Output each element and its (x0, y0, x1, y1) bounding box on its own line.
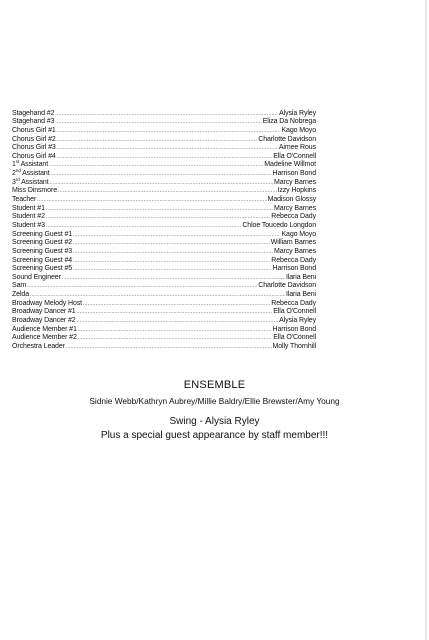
actor-name: Marcy Barnes (274, 178, 316, 186)
cast-row (12, 144, 316, 153)
dot-leader (46, 223, 241, 230)
cast-row (12, 325, 316, 334)
role-name: Broadway Dancer #2 (12, 317, 76, 325)
cast-row (12, 265, 316, 274)
actor-name: Rebecca Dady (271, 299, 316, 307)
dot-leader (73, 249, 273, 256)
dot-leader (57, 154, 273, 161)
cast-row (12, 290, 316, 299)
role-name: Miss Dinsmore (12, 187, 57, 195)
actor-name: Harrison Bond (272, 325, 316, 333)
cast-row (12, 273, 316, 282)
actor-name: Marcy Barnes (274, 247, 316, 255)
role-name: Screening Guest #3 (12, 247, 73, 255)
actor-name: Madeline Willmot (264, 161, 316, 169)
actor-name: Eliza Da Nobrega (262, 118, 316, 126)
role-name (12, 176, 49, 187)
role-title: Assistant (20, 170, 50, 178)
cast-row (12, 204, 316, 213)
role-ordinal-suffix: st (15, 159, 20, 165)
dot-leader (73, 258, 270, 265)
cast-row (12, 169, 316, 178)
cast-row (12, 342, 316, 351)
dot-leader (27, 283, 257, 290)
actor-name: Izzy Hopkins (277, 187, 316, 195)
cast-row (12, 299, 316, 308)
actor-name: Chloe Toucedo Longdon (242, 221, 316, 229)
dot-leader (51, 171, 272, 178)
cast-row (12, 282, 316, 291)
role-name: Screening Guest #5 (12, 265, 73, 273)
actor-name: Marcy Barnes (274, 204, 316, 212)
dot-leader (50, 180, 273, 187)
actor-name: Rebecca Dady (271, 256, 316, 264)
cast-row (12, 195, 316, 204)
role-ordinal-number: 2 (12, 170, 16, 178)
role-name: Sound Engineer (12, 273, 61, 281)
cast-row (12, 178, 316, 187)
dot-leader (46, 206, 273, 213)
role-name: Chorus Girl #2 (12, 135, 56, 143)
dot-leader (78, 327, 272, 334)
actor-name: Molly Thornhill (272, 342, 316, 350)
role-ordinal-number: 1 (12, 161, 16, 169)
role-name: Student #1 (12, 204, 45, 212)
ensemble-heading: ENSEMBLE (183, 379, 246, 391)
role-name: Broadway Dancer #1 (12, 308, 76, 316)
role-ordinal-suffix: nd (15, 168, 21, 174)
role-name: Teacher (12, 196, 37, 204)
dot-leader (62, 275, 285, 282)
cast-list (12, 109, 316, 351)
actor-name: Ilaria Beni (285, 291, 316, 299)
cast-row (12, 256, 316, 265)
role-name: Student #2 (12, 213, 45, 221)
actor-name: Ella O'Connell (273, 152, 316, 160)
cast-row (12, 187, 316, 196)
role-name: Screening Guest #2 (12, 239, 73, 247)
dot-leader (55, 111, 278, 118)
actor-name: Ilaria Beni (285, 273, 316, 281)
actor-name: Aimee Rous (278, 144, 316, 152)
actor-name: Alysia Ryley (279, 317, 316, 325)
role-name: Sam (12, 282, 27, 290)
dot-leader (73, 232, 280, 239)
swing-credit: Swing - Alysia Ryley (169, 416, 260, 427)
cast-row (12, 109, 316, 118)
cast-row (12, 213, 316, 222)
actor-name: Alysia Ryley (279, 109, 316, 117)
role-ordinal-suffix: rd (15, 176, 20, 182)
role-name: Stagehand #2 (12, 109, 55, 117)
dot-leader (77, 318, 279, 325)
actor-name: Ella O'Connell (273, 308, 316, 316)
dot-leader (66, 344, 272, 351)
actor-name: Kago Moyo (281, 126, 316, 134)
actor-name: Madison Glossy (267, 196, 316, 204)
dot-leader (73, 240, 270, 247)
dot-leader (73, 266, 271, 273)
cast-row (12, 152, 316, 161)
cast-row (12, 118, 316, 127)
actor-name: William Barnes (270, 239, 316, 247)
cast-row (12, 334, 316, 343)
dot-leader (46, 214, 270, 221)
role-name: Student #3 (12, 221, 45, 229)
actor-name: Harrison Bond (272, 265, 316, 273)
role-name: Stagehand #3 (12, 118, 55, 126)
role-title: Assistant (19, 161, 49, 169)
ensemble-members: Sidnie Webb/Kathryn Aubrey/Millie Baldry/Ellie Brewster/Amy Young (89, 396, 340, 406)
role-name: Audience Member #2 (12, 334, 77, 342)
role-title: Assistant (19, 178, 49, 186)
dot-leader (77, 309, 273, 316)
role-name: Chorus Girl #3 (12, 144, 56, 152)
actor-name: Charlotte Davidson (258, 135, 316, 143)
role-name: Broadway Melody Host (12, 299, 82, 307)
dot-leader (55, 119, 261, 126)
dot-leader (30, 292, 285, 299)
dot-leader (37, 197, 266, 204)
page-edge-shadow (425, 0, 427, 640)
dot-leader (83, 301, 270, 308)
cast-row (12, 239, 316, 248)
role-name: Audience Member #1 (12, 325, 77, 333)
cast-row (12, 161, 316, 170)
actor-name: Harrison Bond (272, 170, 316, 178)
actor-name: Ella O'Connell (273, 334, 316, 342)
cast-row (12, 135, 316, 144)
role-ordinal-number: 3 (12, 178, 16, 186)
role-name: Zelda (12, 291, 30, 299)
actor-name: Rebecca Dady (271, 213, 316, 221)
role-name: Orchestra Leader (12, 342, 65, 350)
cast-row (12, 247, 316, 256)
dot-leader (78, 335, 273, 342)
dot-leader (57, 145, 278, 152)
dot-leader (57, 128, 281, 135)
actor-name: Charlotte Davidson (258, 282, 316, 290)
role-name: Chorus Girl #1 (12, 126, 56, 134)
cast-row (12, 230, 316, 239)
dot-leader (57, 137, 258, 144)
cast-row (12, 316, 316, 325)
guest-appearance-note: Plus a special guest appearance by staff member!!! (100, 430, 329, 441)
dot-leader (58, 188, 277, 195)
role-name: Screening Guest #4 (12, 256, 73, 264)
cast-row (12, 308, 316, 317)
role-name: Chorus Girl #4 (12, 152, 56, 160)
cast-row (12, 126, 316, 135)
role-name: Screening Guest #1 (12, 230, 73, 238)
cast-row (12, 221, 316, 230)
dot-leader (49, 162, 263, 169)
actor-name: Kago Moyo (281, 230, 316, 238)
